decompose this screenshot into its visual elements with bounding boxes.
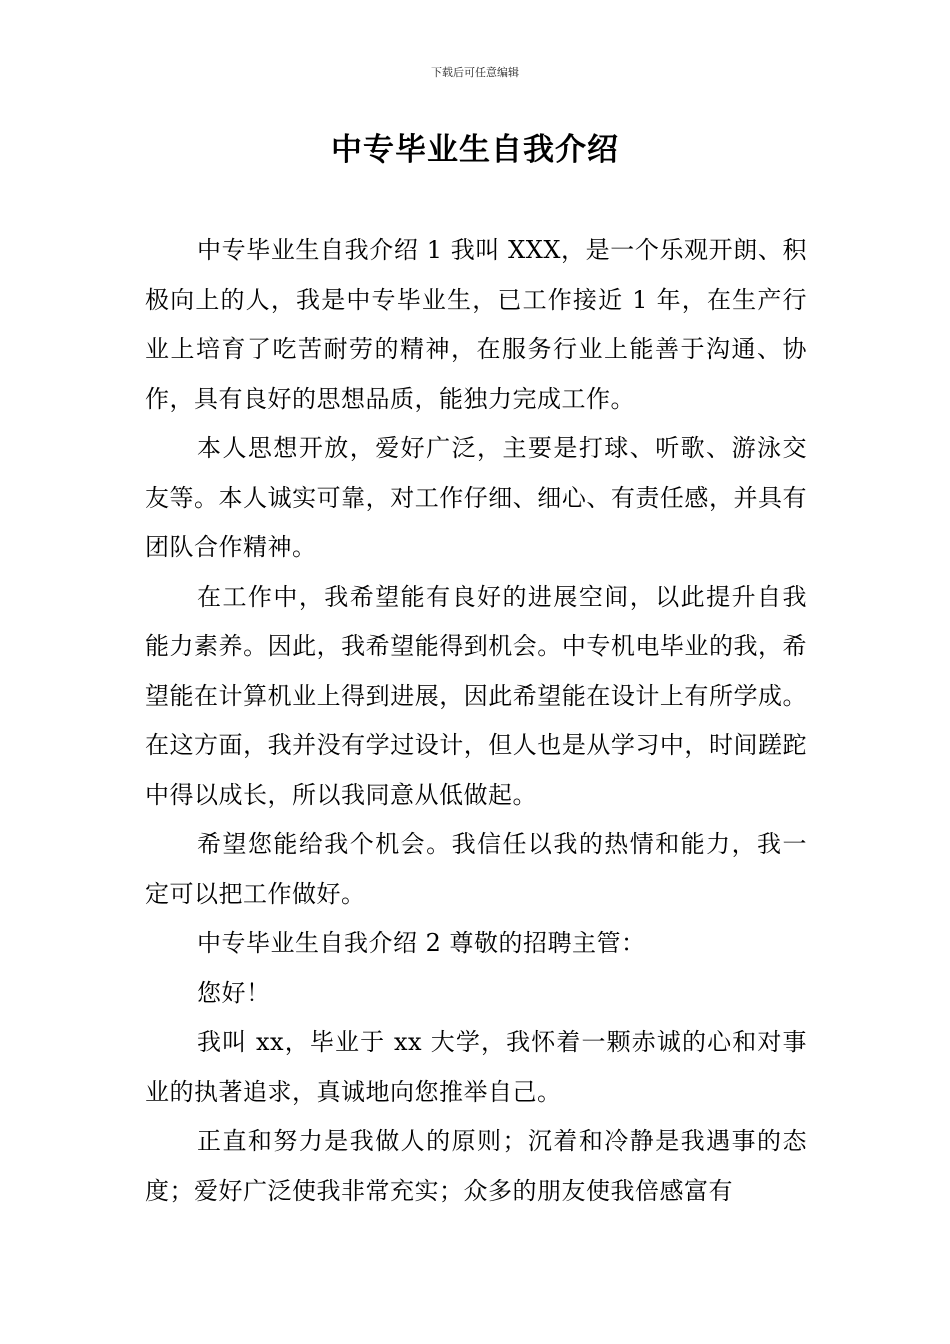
paragraph-greeting: 您好！ xyxy=(197,978,271,1007)
paragraph-intro-2-heading: 中专毕业生自我介绍 2 尊敬的招聘主管： xyxy=(197,929,646,957)
paragraph-principles: 正直和努力是我做人的原则；沉着和冷静是我遇事的态度；爱好广泛使我非常充实；众多的朋友使我倍感富有 xyxy=(145,1127,807,1205)
paragraph-self-introduction: 我叫 xx，毕业于 xx 大学，我怀着一颗赤诚的心和对事业的执著追求，真诚地向您推举自己。 xyxy=(145,1028,807,1106)
header-note: 下载后可任意编辑 xyxy=(431,66,519,79)
document-body xyxy=(145,226,807,1216)
paragraph-intro-1: 中专毕业生自我介绍 1 我叫 XXX，是一个乐观开朗、积极向上的人，我是中专毕业生，已工作接近 1 年，在生产行业上培育了吃苦耐劳的精神，在服务行业上能善于沟通、协作，具有良好的思想品质，能独力完成工作。 xyxy=(145,236,807,413)
document-title: 中专毕业生自我介绍 xyxy=(331,132,619,168)
paragraph-career-goals: 在工作中，我希望能有良好的进展空间，以此提升自我能力素养。因此，我希望能得到机会。中专机电毕业的我，希望能在计算机业上得到进展，因此希望能在设计上有所学成。在这方面，我并没有学过设计，但人也是从学习中，时间蹉跎中得以成长，所以我同意从低做起。 xyxy=(145,582,807,809)
paragraph-request: 希望您能给我个机会。我信任以我的热情和能力，我一定可以把工作做好。 xyxy=(145,830,807,908)
paragraph-hobbies: 本人思想开放，爱好广泛，主要是打球、听歌、游泳交友等。本人诚实可靠，对工作仔细、细心、有责任感，并具有团队合作精神。 xyxy=(145,434,807,561)
